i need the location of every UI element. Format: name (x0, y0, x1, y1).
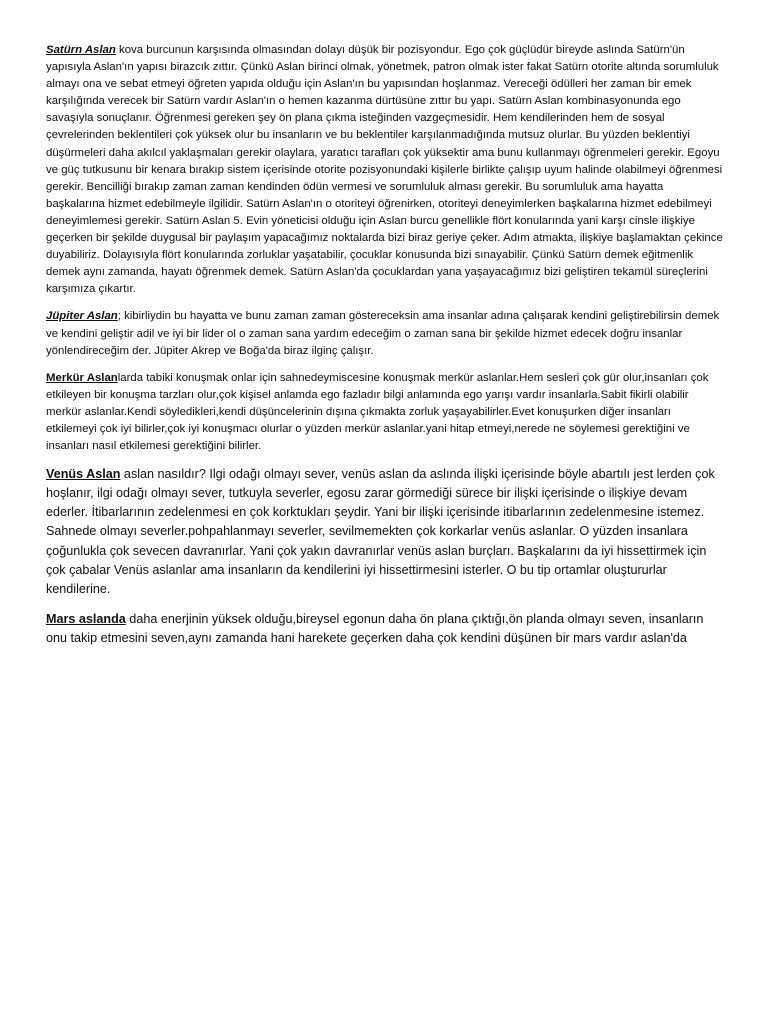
paragraph-jupiter-aslan (46, 308, 724, 359)
heading-mars-aslan: Mars aslanda (46, 611, 126, 626)
heading-venus-aslan: Venüs Aslan (46, 467, 121, 482)
body-saturn-aslan: kova burcunun karşısında olmasından dolayı düşük bir pozisyondur. Ego çok güçlüdür bireyde aslında Satürn'ün yapısıyla Aslan'ın yapısı birazcık zıttır. Çünkü Aslan birinci olmak, yönetmek, patron olmak ister fakat Satürn otorite altında sorumluluk almayı ona ve sebat etmeyi öğreten yapıda olduğu için Aslan'ın bu yapısından hoşlanmaz. Vereceği ödülleri her zaman bir emek karşılığında verecek bir Satürn vardır Aslan'ın o hemen kazanma dürtüsüne zıttır bu yapı. Satürn Aslan kombinasyonunda ego savaşıyla sonuçlanır. Öğrenmesi gereken şey ön plana çıkma isteğinden vazgeçmesidir. Hem kendilerinden hem de sosyal çevrelerinden beklentileri çok yüksek olur bu insanların ve bu beklentiler karşılanmadığında mutsuz olurlar. Bu yüzden beklentiyi düşürmeleri daha akılcıl yaklaşmaları gerekir olaylara, yaratıcı tarafları çok yüksektir ama bunu kullanmayı öğrenmeleri gerekir. Egoyu ve güç tutkusunu bir kenara bırakıp sistem içerisinde otorite pozisyonundaki kişilerle birlikte çalışıp uyum halinde olabilmeyi öğrenmesi gerekir. Bencilliği bırakıp zaman zaman kendinden ödün vermesi ve sorumluluk alması gerekir. Bu sorumluluk ama hayatta başkalarına hizmet edebilmeyle ilgilidir. Satürn Aslan'ın o otoriteyi öğrenirken, otoriteyi deneyimlerken başkalarına hizmet edebilmeyi deneyimlemesi gerekir. Satürn Aslan 5. Evin yöneticisi olduğu için Aslan burcu genellikle flört konularında yani karşı cinsle ilişkiye geçerken bir şekilde duygusal bir paylaşım yapacağımız noktalarda bizi biraz geriye çeker. Adım atmakta, ilişkiye başlamaktan çekince duyabiliriz. Dolayısıyla flört konularında zorluklar yaşatabilir, çocuklar konusunda bizi sınayabilir. Çünkü Satürn demek eğitmenlik demek aynı zamanda, hayatı öğrenmek demek. Satürn Aslan'da çocuklardan yana yaşayacağımız bizi geliştiren tekamül süreçlerini karşımıza çıkartır. (46, 44, 723, 296)
heading-jupiter-aslan: Jüpiter Aslan (46, 310, 118, 323)
heading-merkur-aslan: Merkür Aslan (46, 371, 118, 384)
body-mars-aslan: daha enerjinin yüksek olduğu,bireysel egonun daha ön plana çıktığı,ön planda olmayı seven, insanların onu takip etmesini seven,aynı zamanda hani harekete geçerken daha çok kendini düşünen bir mars vardır aslan'da (46, 611, 704, 645)
paragraph-mars-aslan (46, 610, 724, 648)
body-venus-aslan: aslan nasıldır? Ilgi odağı olmayı sever, venüs aslan da aslında ilişki içerisinde böyle abartılı jest lerden çok hoşlanır, ilgi odağı olmayı sever, tutkuyla severler, egosu zarar görmediği sürece bir ilişki içerisinde o ilişkiye devam ederler. İtibarlarının zedelenmesi en çok korktukları şeydir. Yani bir ilişki içerisinde itibarlarının zedelenmesine istemez. Sahnede olmayı severler.pohpahlanmayı severler, sevilmemekten çok korkarlar venüs aslanlar. O yüzden insanlara çoğunlukla çok sevecen davranırlar. Yani çok yakın davranırlar venüs aslan burçları. Başkalarını da iyi hissettirmek için çok çabalar Venüs aslanlar ama insanların da kendilerini iyi hissettirmesini isterler. O bu tip ortamlar oluştururlar kendilerine. (46, 467, 715, 596)
paragraph-saturn-aslan (46, 42, 724, 298)
heading-saturn-aslan: Satürn Aslan (46, 44, 116, 56)
paragraph-merkur-aslan (46, 370, 724, 455)
body-merkur-aslan: larda tabiki konuşmak onlar için sahnedeymiscesine konuşmak merkür aslanlar.Hem sesleri çok gür olur,insanları çok etkileyen bir konuşma tarzları olur,çok kişisel anlamda ego fazladır bilgi anlamında ego yarışı vardır insanlarla.Sabit fikirli olabilir merkür aslanlar.Kendi söyledikleri,kendi düşüncelerinin dışına çıkmakta zorluk yaşayabilirler.Evet konuşurken diğer insanları etkilemeyi çok iyi bilirler,çok iyi konuşmacı olurlar o yüzden merkür aslanlar.yani hitap etmeyi,nerede ne söylemesi gerektiğini ve insanları nasıl etkilemesi gerektiğini bilirler. (46, 371, 709, 453)
document-page (46, 42, 724, 659)
paragraph-venus-aslan (46, 465, 724, 599)
body-jupiter-aslan: ; kibirliydin bu hayatta ve bunu zaman zaman göstereceksin ama insanlar adına çalışarak kendini geliştirebilirsin demek ve kendini geliştir adil ve iyi bir lider ol o zaman sana yardım edeceğim o zaman sana bir şekilde hizmet edecek doğru insanlar yönlendireceğim der. Jüpiter Akrep ve Boğa'da biraz ilginç çalışır. (46, 310, 720, 357)
